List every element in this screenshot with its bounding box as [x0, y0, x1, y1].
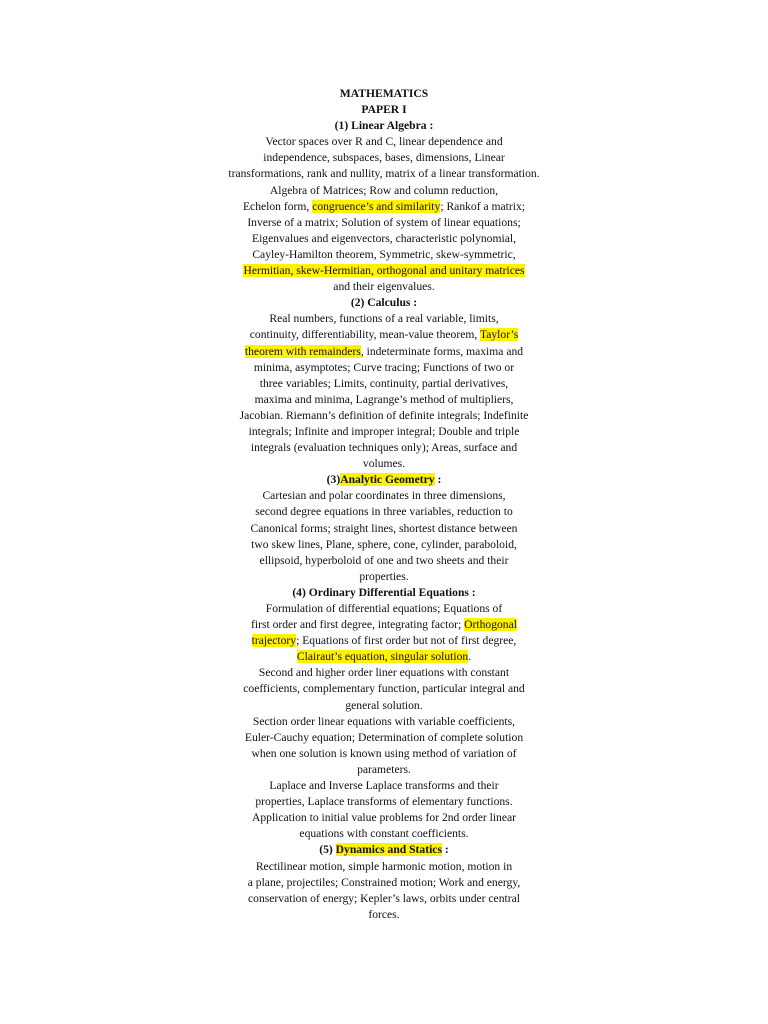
text-run: Application to initial value problems for 2nd order linear [251, 811, 516, 825]
text-run: : [441, 843, 449, 857]
text-line [0, 907, 768, 923]
text-run: forces. [368, 907, 400, 921]
text-run: : [434, 473, 442, 487]
section-heading [0, 585, 768, 601]
text-line [0, 714, 768, 730]
text-run: Eigenvalues and eigenvectors, characteristic polynomial, [252, 231, 516, 245]
text-line [0, 875, 768, 891]
text-line [0, 891, 768, 907]
text-run: Echelon form, [242, 199, 313, 213]
text-line [0, 424, 768, 440]
text-run: Euler-Cauchy equation; Determination of complete solution [244, 730, 524, 744]
text-line [0, 327, 768, 343]
text-run: transformations, rank and nullity, matrix of a linear transformation. [228, 167, 540, 181]
text-line [0, 521, 768, 537]
text-line [0, 408, 768, 424]
text-run: integrals (evaluation techniques only); Areas, surface and [250, 441, 518, 455]
text-line [0, 504, 768, 520]
text-line [0, 488, 768, 504]
text-line [0, 215, 768, 231]
text-run: integrals; Infinite and improper integral; Double and triple [248, 424, 520, 438]
text-run: Vector spaces over R and C, linear dependence and [265, 135, 503, 149]
text-line [0, 762, 768, 778]
text-run: ellipsoid, hyperboloid of one and two sheets and their [259, 553, 509, 567]
text-line [0, 183, 768, 199]
text-run: Cartesian and polar coordinates in three dimensions, [262, 489, 506, 503]
text-line [0, 810, 768, 826]
text-run: ; Rankof a matrix; [440, 199, 526, 213]
text-run: equations with constant coefficients. [299, 827, 469, 841]
text-line [0, 537, 768, 553]
text-run: (5) [319, 843, 336, 857]
highlighted-text: Hermitian, skew-Hermitian, orthogonal and unitary matrices [243, 264, 525, 278]
text-run: Canonical forms; straight lines, shortest distance between [250, 521, 518, 535]
text-run: Second and higher order liner equations with constant [258, 666, 510, 680]
document-title: MATHEMATICS [339, 87, 429, 100]
text-line [0, 134, 768, 150]
document-subtitle: PAPER I [361, 103, 407, 117]
text-line [0, 263, 768, 279]
text-line [0, 553, 768, 569]
text-run: (4) Ordinary Differential Equations : [292, 585, 476, 599]
text-line [0, 440, 768, 456]
text-run: Section order linear equations with variable coefficients, [252, 714, 516, 728]
text-run: parameters. [357, 762, 411, 776]
text-run: Laplace and Inverse Laplace transforms and their [269, 779, 499, 793]
text-line [0, 859, 768, 875]
document-body [0, 118, 768, 923]
text-run: three variables; Limits, continuity, partial derivatives, [259, 376, 509, 390]
text-run: coefficients, complementary function, particular integral and [243, 682, 525, 696]
highlighted-text: Dynamics and Statics [335, 843, 442, 857]
text-run: two skew lines, Plane, sphere, cone, cylinder, paraboloid, [251, 537, 517, 551]
text-line [0, 166, 768, 182]
text-line [0, 617, 768, 633]
text-run: properties. [359, 569, 409, 583]
text-line [0, 730, 768, 746]
text-line [0, 247, 768, 263]
text-line [0, 649, 768, 665]
text-line [0, 569, 768, 585]
text-line [0, 698, 768, 714]
text-line [0, 360, 768, 376]
text-run: Algebra of Matrices; Row and column reduction, [269, 183, 499, 197]
text-line [0, 601, 768, 617]
highlighted-text: Clairaut’s equation, singular solution [296, 650, 469, 664]
text-line [0, 199, 768, 215]
text-run: Rectilinear motion, simple harmonic motion, motion in [255, 859, 513, 873]
text-run: a plane, projectiles; Constrained motion; Work and energy, [247, 875, 521, 889]
text-run: , indeterminate forms, maxima and [360, 344, 524, 358]
text-run: general solution. [345, 698, 423, 712]
highlighted-text: trajectory [251, 634, 297, 648]
text-line [0, 344, 768, 360]
text-run: properties, Laplace transforms of elementary functions. [255, 795, 513, 809]
text-run: Cayley-Hamilton theorem, Symmetric, skew-symmetric, [252, 247, 516, 261]
text-line [0, 665, 768, 681]
text-run: volumes. [362, 457, 406, 471]
document-page [0, 86, 768, 923]
highlighted-text: Analytic Geometry [340, 473, 435, 487]
text-run: ; Equations of first order but not of first degree, [296, 634, 517, 648]
text-line [0, 746, 768, 762]
text-line [0, 279, 768, 295]
text-run: Real numbers, functions of a real variable, limits, [269, 312, 499, 326]
text-run: first order and first degree, integrating factor; [251, 618, 465, 632]
text-line [0, 392, 768, 408]
text-line [0, 311, 768, 327]
text-run: maxima and minima, Lagrange’s method of multipliers, [254, 392, 514, 406]
text-line [0, 376, 768, 392]
text-line [0, 794, 768, 810]
text-line [0, 231, 768, 247]
text-run: continuity, differentiability, mean-value theorem, [249, 328, 480, 342]
text-line [0, 150, 768, 166]
highlighted-text: Orthogonal [464, 618, 517, 632]
text-line [0, 633, 768, 649]
section-heading [0, 295, 768, 311]
section-heading [0, 118, 768, 134]
highlighted-text: Taylor’s [479, 328, 519, 342]
text-line [0, 456, 768, 472]
text-run: minima, asymptotes; Curve tracing; Functions of two or [253, 360, 515, 374]
text-line [0, 778, 768, 794]
highlighted-text: theorem with remainders [244, 344, 361, 358]
text-run: (1) Linear Algebra : [334, 119, 434, 133]
text-run: . [468, 650, 472, 664]
text-run: (3) [326, 473, 341, 487]
text-run: (2) Calculus : [350, 296, 418, 310]
section-heading [0, 472, 768, 488]
text-run: conservation of energy; Kepler’s laws, orbits under central [248, 891, 520, 905]
text-run: when one solution is known using method of variation of [251, 746, 517, 760]
text-line [0, 681, 768, 697]
text-run: independence, subspaces, bases, dimensions, Linear [263, 151, 505, 165]
text-run: Jacobian. Riemann’s definition of definite integrals; Indefinite [239, 408, 529, 422]
text-run: and their eigenvalues. [333, 280, 435, 294]
text-run: second degree equations in three variables, reduction to [255, 505, 513, 519]
text-run: Inverse of a matrix; Solution of system of linear equations; [247, 215, 521, 229]
section-heading [0, 842, 768, 858]
text-run: Formulation of differential equations; Equations of [265, 602, 503, 615]
text-line [0, 826, 768, 842]
highlighted-text: congruence’s and similarity [312, 199, 441, 213]
